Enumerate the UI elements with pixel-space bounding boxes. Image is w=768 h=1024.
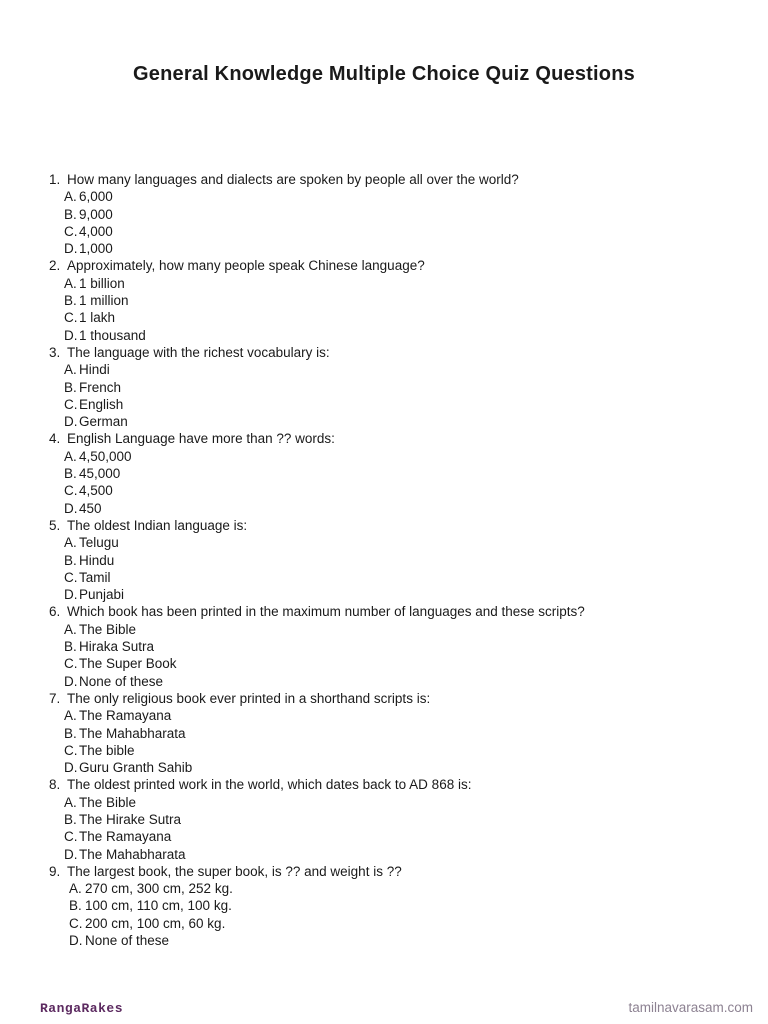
page-footer bbox=[40, 1000, 753, 1016]
option-line bbox=[0, 465, 768, 482]
option-text: 270 cm, 300 cm, 252 kg. bbox=[85, 881, 233, 897]
question-number: 9. bbox=[49, 863, 61, 879]
option-text: 4,000 bbox=[79, 223, 113, 239]
question-line bbox=[0, 430, 768, 447]
option-line bbox=[0, 188, 768, 205]
option-letter: C. bbox=[64, 396, 78, 412]
option-letter: A. bbox=[64, 448, 77, 464]
question-number: 7. bbox=[49, 690, 61, 706]
option-letter: C. bbox=[64, 656, 78, 672]
option-text: French bbox=[79, 379, 122, 395]
option-line bbox=[0, 223, 768, 240]
option-letter: D. bbox=[64, 846, 78, 862]
option-line bbox=[0, 379, 768, 396]
option-text: 6,000 bbox=[79, 189, 113, 205]
question-line bbox=[0, 517, 768, 534]
question-number: 5. bbox=[49, 517, 61, 533]
option-line bbox=[0, 915, 768, 932]
option-line bbox=[0, 206, 768, 223]
option-line bbox=[0, 725, 768, 742]
option-text: The Ramayana bbox=[79, 829, 172, 845]
question-line bbox=[0, 344, 768, 361]
option-line bbox=[0, 828, 768, 845]
option-line bbox=[0, 621, 768, 638]
option-letter: B. bbox=[69, 898, 82, 914]
option-text: Telugu bbox=[79, 535, 119, 551]
option-text: Hiraka Sutra bbox=[79, 639, 155, 655]
option-text: Hindu bbox=[79, 552, 115, 568]
option-text: Hindi bbox=[79, 362, 110, 378]
option-text: 100 cm, 110 cm, 100 kg. bbox=[85, 898, 232, 914]
option-letter: A. bbox=[64, 362, 77, 378]
option-letter: C. bbox=[64, 223, 78, 239]
question-line bbox=[0, 257, 768, 274]
question-number: 2. bbox=[49, 258, 61, 274]
option-text: The Mahabharata bbox=[79, 846, 186, 862]
option-line bbox=[0, 413, 768, 430]
option-text: Tamil bbox=[79, 569, 111, 585]
question-number: 1. bbox=[49, 172, 61, 187]
option-letter: B. bbox=[64, 552, 77, 568]
option-text: The Bible bbox=[79, 621, 137, 637]
option-line bbox=[0, 673, 768, 690]
option-letter: A. bbox=[64, 189, 77, 205]
question-text: The oldest Indian language is: bbox=[67, 517, 248, 533]
option-letter: C. bbox=[64, 569, 78, 585]
option-letter: B. bbox=[64, 725, 77, 741]
question-text: The largest book, the super book, is ?? and weight is ?? bbox=[67, 863, 402, 879]
option-line bbox=[0, 897, 768, 914]
option-text: English bbox=[79, 396, 124, 412]
option-letter: B. bbox=[64, 811, 77, 827]
question-block bbox=[0, 517, 768, 603]
question-number: 6. bbox=[49, 604, 61, 620]
option-text: 1 billion bbox=[79, 275, 125, 291]
option-letter: C. bbox=[64, 310, 78, 326]
option-line bbox=[0, 482, 768, 499]
option-letter: D. bbox=[69, 933, 83, 949]
option-line bbox=[0, 794, 768, 811]
option-text: The Ramayana bbox=[79, 708, 172, 724]
option-letter: C. bbox=[69, 915, 83, 931]
option-line bbox=[0, 396, 768, 413]
option-text: German bbox=[79, 414, 128, 430]
option-line bbox=[0, 759, 768, 776]
option-text: The Bible bbox=[79, 794, 137, 810]
option-line bbox=[0, 327, 768, 344]
question-text: The only religious book ever printed in a shorthand scripts is: bbox=[67, 690, 431, 706]
option-text: The Mahabharata bbox=[79, 725, 186, 741]
option-text: 4,50,000 bbox=[79, 448, 132, 464]
question-text: The language with the richest vocabulary is: bbox=[67, 344, 330, 360]
question-block bbox=[0, 344, 768, 430]
option-line bbox=[0, 811, 768, 828]
option-line bbox=[0, 932, 768, 949]
option-text: 200 cm, 100 cm, 60 kg. bbox=[85, 915, 226, 931]
publisher-name: RangaRakes bbox=[40, 1001, 124, 1016]
option-line bbox=[0, 638, 768, 655]
question-line bbox=[0, 690, 768, 707]
question-list bbox=[0, 171, 768, 949]
option-letter: A. bbox=[64, 794, 77, 810]
option-line bbox=[0, 309, 768, 326]
option-letter: B. bbox=[64, 293, 77, 309]
option-text: Guru Granth Sahib bbox=[79, 760, 193, 776]
option-letter: D. bbox=[64, 241, 78, 257]
question-block bbox=[0, 863, 768, 949]
question-block bbox=[0, 690, 768, 776]
option-text: The bible bbox=[79, 742, 135, 758]
question-line bbox=[0, 171, 768, 188]
question-block bbox=[0, 430, 768, 516]
option-line bbox=[0, 707, 768, 724]
question-line bbox=[0, 603, 768, 620]
option-letter: D. bbox=[64, 760, 78, 776]
question-text: The oldest printed work in the world, which dates back to AD 868 is: bbox=[67, 777, 472, 793]
option-letter: C. bbox=[64, 483, 78, 499]
question-block bbox=[0, 257, 768, 343]
question-text: English Language have more than ?? words: bbox=[67, 431, 335, 447]
question-number: 8. bbox=[49, 777, 61, 793]
option-text: 45,000 bbox=[79, 466, 121, 482]
option-text: The Hirake Sutra bbox=[79, 811, 182, 827]
option-letter: A. bbox=[64, 535, 77, 551]
question-text: Approximately, how many people speak Chinese language? bbox=[67, 258, 425, 274]
question-line bbox=[0, 776, 768, 793]
option-letter: B. bbox=[64, 379, 77, 395]
option-line bbox=[0, 448, 768, 465]
website-name: tamilnavarasam.com bbox=[628, 1000, 753, 1015]
option-letter: A. bbox=[64, 275, 77, 291]
option-line bbox=[0, 500, 768, 517]
option-text: None of these bbox=[79, 673, 164, 689]
option-line bbox=[0, 361, 768, 378]
option-letter: B. bbox=[64, 206, 77, 222]
question-text: How many languages and dialects are spoken by people all over the world? bbox=[67, 172, 519, 187]
option-line bbox=[0, 240, 768, 257]
page-title: General Knowledge Multiple Choice Quiz Questions bbox=[133, 63, 635, 85]
option-text: 450 bbox=[79, 500, 102, 516]
option-line bbox=[0, 655, 768, 672]
option-text: 1,000 bbox=[79, 241, 113, 257]
option-letter: D. bbox=[64, 587, 78, 603]
option-text: 9,000 bbox=[79, 206, 113, 222]
option-letter: D. bbox=[64, 673, 78, 689]
question-line bbox=[0, 863, 768, 880]
option-text: The Super Book bbox=[79, 656, 177, 672]
option-text: 1 lakh bbox=[79, 310, 116, 326]
option-letter: A. bbox=[64, 621, 77, 637]
option-text: None of these bbox=[85, 933, 170, 949]
option-letter: D. bbox=[64, 327, 78, 343]
question-block bbox=[0, 603, 768, 689]
option-letter: B. bbox=[64, 639, 77, 655]
option-letter: D. bbox=[64, 500, 78, 516]
option-line bbox=[0, 275, 768, 292]
question-text: Which book has been printed in the maximum number of languages and these scripts? bbox=[67, 604, 585, 620]
option-line bbox=[0, 880, 768, 897]
option-letter: C. bbox=[64, 742, 78, 758]
option-letter: A. bbox=[69, 881, 82, 897]
option-text: 4,500 bbox=[79, 483, 113, 499]
option-line bbox=[0, 569, 768, 586]
option-letter: C. bbox=[64, 829, 78, 845]
option-line bbox=[0, 292, 768, 309]
option-line bbox=[0, 534, 768, 551]
option-line bbox=[0, 742, 768, 759]
option-letter: D. bbox=[64, 414, 78, 430]
question-block bbox=[0, 776, 768, 862]
option-letter: B. bbox=[64, 466, 77, 482]
option-line bbox=[0, 586, 768, 603]
option-text: 1 thousand bbox=[79, 327, 146, 343]
question-block bbox=[0, 171, 768, 257]
option-text: 1 million bbox=[79, 293, 129, 309]
option-letter: A. bbox=[64, 708, 77, 724]
option-line bbox=[0, 552, 768, 569]
question-number: 4. bbox=[49, 431, 61, 447]
option-line bbox=[0, 846, 768, 863]
question-number: 3. bbox=[49, 344, 61, 360]
option-text: Punjabi bbox=[79, 587, 125, 603]
